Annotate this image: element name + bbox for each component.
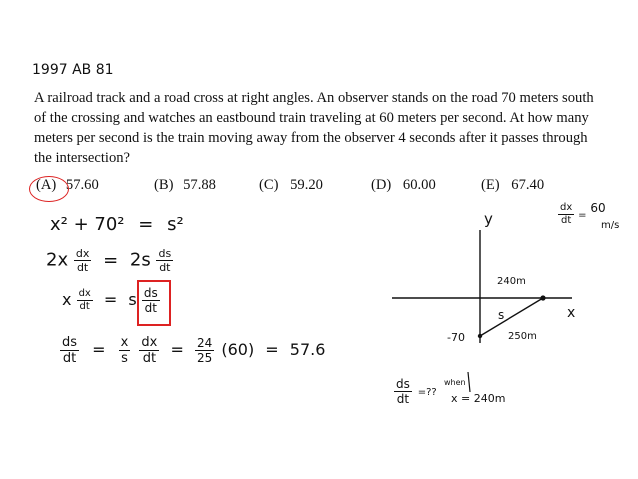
choice-c-label: (C) [259,177,279,193]
diagram-x-label: x [567,305,576,321]
work-line-3-a: x [62,290,72,309]
given-unit: m/s [601,220,620,231]
frac-num: ds [158,247,172,260]
frac-den: s [121,351,128,366]
frac-den: dt [560,215,572,226]
work-line-4-eq1: = [92,340,106,359]
work-line-2-b: 2s [129,249,151,271]
when-label: when [444,378,466,387]
choice-e-value: 67.40 [511,177,545,193]
x-equals-label: x = 240m [451,392,506,405]
work-line-3-b: s [128,290,137,309]
frac-num: dx [75,247,90,260]
choice-b-label: (B) [154,177,174,193]
work-line-4-paren: (60) [221,340,255,359]
question-dsdt [394,378,412,405]
frac-num: ds [62,335,78,350]
pointer-line [468,372,470,392]
work-line-1-lhs: x² + 70² [50,214,125,235]
frac-den: dt [396,392,410,406]
choice-a-label: (A) [36,177,57,193]
train-point [540,295,545,300]
question-unknown: =?? [417,387,437,398]
problem-text: A railroad track and a road cross at right angles. An observer stands on the road 70 meters south of the crossing and watches an eastbound train traveling at 60 meters per second. At how many meters per second is the train moving away from the observer 4 seconds after it passes through the intersection? [34,90,594,166]
given-eq: = [578,210,587,221]
frac-num: ds [396,377,410,391]
work-line-2-a: 2x [46,249,69,271]
choice-e-label: (E) [481,177,500,193]
diagram-240-label: 240m [497,276,526,287]
frac-num: dx [141,335,158,350]
given-value: 60 [590,201,606,215]
choice-d-value: 60.00 [402,177,436,193]
choice-b-value: 57.88 [183,177,216,193]
frac-den: dt [144,301,157,315]
problem-source: 1997 AB 81 [32,62,114,78]
frac-den: dt [159,261,171,274]
work-line-3-eq: = [103,290,118,309]
question-rate [394,378,437,405]
frac-num: dx [560,202,573,213]
frac-den: dt [79,301,90,312]
frac-num: ds [143,286,158,300]
work-line-1-rhs: s² [167,214,184,235]
frac-den: dt [76,261,89,274]
work-line-2-eq: = [103,249,119,271]
frac-den: 25 [196,351,213,365]
choice-d-label: (D) [371,177,392,193]
frac-num: dx [78,288,91,299]
diagram-s-label: s [498,308,505,322]
frac-num: 24 [196,336,213,350]
observer-point [478,334,482,338]
choice-c-value: 59.20 [290,177,323,193]
frac-den: dt [142,351,157,366]
diagram-250-label: 250m [508,331,537,342]
diagram-minus70-label: -70 [447,331,465,344]
frac-num: x [120,335,129,350]
work-line-1-eq: = [138,214,154,235]
diagram-y-label: y [484,210,493,228]
frac-den: dt [62,351,77,366]
work-line-4-eq3: = [265,340,279,359]
work-line-4-result: 57.6 [289,340,326,359]
work-line-4-eq2: = [170,340,184,359]
choice-a-value: 57.60 [65,177,99,193]
